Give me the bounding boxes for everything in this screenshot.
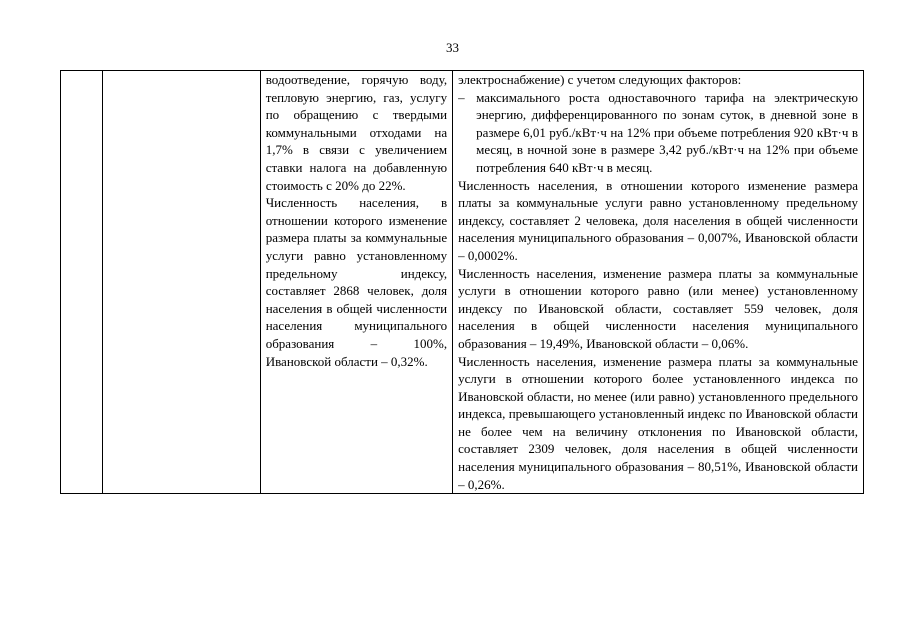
paragraph-population-above-index: Численность населения, изменение размера платы за коммунальные услуги в отношении которого более установленного индекса по Ивановской области, но менее (или равно) установленного предельного индекса, превышающего установленный индекс по Ивановской области не более чем на величину отклонения по Ивановской области, составляет 2309 человек, доля населения в общей численности населения муниципального образования – 80,51%, Ивановской области – 0,26%. <box>458 353 858 492</box>
table-cell-electricity-text <box>453 71 864 494</box>
table-cell-empty-2 <box>102 71 260 494</box>
paragraph-tariff-growth: водоотведение, горячую воду, тепловую энергию, газ, услугу по обращению с твердыми коммунальными отходами на 1,7% в связи с увеличением ставки налога на добавленную стоимость с 20% до 22%. <box>265 72 448 193</box>
table-cell-empty-1 <box>61 71 103 494</box>
list-marker: – <box>458 89 465 105</box>
paragraph-electricity-intro: электроснабжение) с учетом следующих факторов: <box>458 72 742 87</box>
list-item-text: максимального роста одноставочного тарифа на электрическую энергию, дифференцированного по зонам суток, в дневной зоне в размере 6,01 руб./кВт·ч на 12% при объеме потребления 920 кВт·ч в месяц, в ночной зоне в размере 3,42 руб./кВт·ч на 12% при объеме потребления 640 кВт·ч в месяц. <box>476 89 858 175</box>
page-number: 33 <box>446 40 459 55</box>
paragraph-population-equal-limit: Численность населения, в отношении которого изменение размера платы за коммунальные услуги равно установленному предельному индексу, составляет 2 человека, доля населения в общей численности населения муниципального образования – 0,007%, Ивановской области – 0,0002%. <box>458 177 858 263</box>
list-item-tariff-factor <box>458 89 858 177</box>
table-cell-tariff-text <box>260 71 452 494</box>
paragraph-population-below-index: Численность населения, изменение размера платы за коммунальные услуги в отношении которого равно (или менее) установленному индексу по Ивановской области, составляет 559 человек, доля населения в общей численности населения муниципального образования – 19,49%, Ивановской области – 0,06%. <box>458 265 858 351</box>
table-row <box>61 71 864 494</box>
paragraph-population-limit: Численность населения, в отношении которого изменение размера платы за коммунальные услуги равно установленному предельному индексу, составляет 2868 человек, доля населения в общей численности населения муниципального образования – 100%, Ивановской области – 0,32%. <box>265 195 448 369</box>
document-table <box>60 70 864 494</box>
